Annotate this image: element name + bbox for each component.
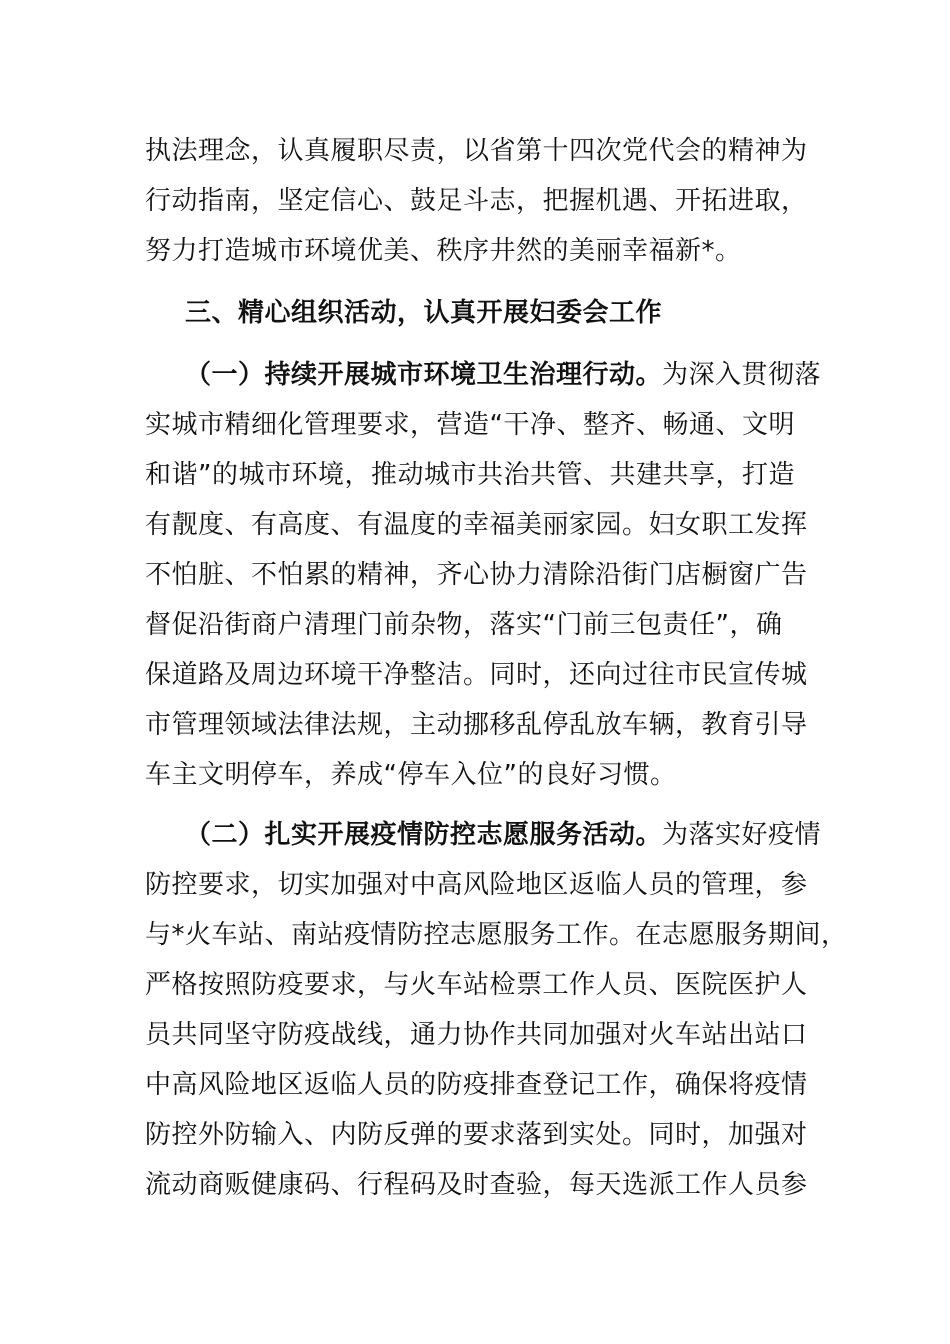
body-text-line: 严格按照防疫要求，与火车站检票工作人员、医院医护人 — [145, 970, 808, 1000]
body-text: 为落实好疫情 — [662, 820, 822, 850]
paragraph-first-line — [185, 360, 821, 390]
body-text-line: 员共同坚守防疫战线，通力协作共同加强对火车站出站口 — [145, 1020, 808, 1050]
body-text-line: 有靓度、有高度、有温度的幸福美丽家园。妇女职工发挥 — [145, 510, 808, 540]
body-text-line: 和谐”的城市环境，推动城市共治共管、共建共享，打造 — [145, 460, 795, 490]
body-text-line: 实城市精细化管理要求，营造“干净、整齐、畅通、文明 — [145, 410, 795, 440]
body-text-line: 不怕脏、不怕累的精神，齐心协力清除沿街门店橱窗广告 — [145, 560, 808, 590]
body-text-line: 行动指南，坚定信心、鼓足斗志，把握机遇、开拓进取， — [145, 186, 808, 216]
body-text-line: 执法理念，认真履职尽责，以省第十四次党代会的精神为 — [145, 136, 808, 166]
paragraph-first-line — [185, 820, 821, 850]
section-heading: 三、精心组织活动，认真开展妇委会工作 — [185, 298, 663, 328]
body-text-line: 中高风险地区返临人员的防疫排查登记工作，确保将疫情 — [145, 1070, 808, 1100]
body-text-line: 保道路及周边环境干净整洁。同时，还向过往市民宣传城 — [145, 660, 808, 690]
subsection-heading: （二）扎实开展疫情防控志愿服务活动。 — [185, 820, 663, 850]
body-text-line: 督促沿街商户清理门前杂物，落实“门前三包责任”，确 — [145, 610, 783, 640]
body-text-line: 防控要求，切实加强对中高风险地区返临人员的管理，参 — [145, 870, 808, 900]
body-text-line: 努力打造城市环境优美、秩序井然的美丽幸福新*。 — [145, 236, 742, 266]
subsection-heading: （一）持续开展城市环境卫生治理行动。 — [185, 360, 663, 390]
body-text-line: 与*火车站、南站疫情防控志愿服务工作。在志愿服务期间， — [145, 920, 848, 950]
body-text: 为深入贯彻落 — [662, 360, 822, 390]
body-text-line: 防控外防输入、内防反弹的要求落到实处。同时，加强对 — [145, 1120, 808, 1150]
body-text-line: 车主文明停车，养成“停车入位”的良好习惯。 — [145, 760, 677, 790]
body-text-line: 市管理领域法律法规，主动挪移乱停乱放车辆，教育引导 — [145, 710, 808, 740]
body-text-line: 流动商贩健康码、行程码及时查验，每天选派工作人员参 — [145, 1170, 808, 1200]
